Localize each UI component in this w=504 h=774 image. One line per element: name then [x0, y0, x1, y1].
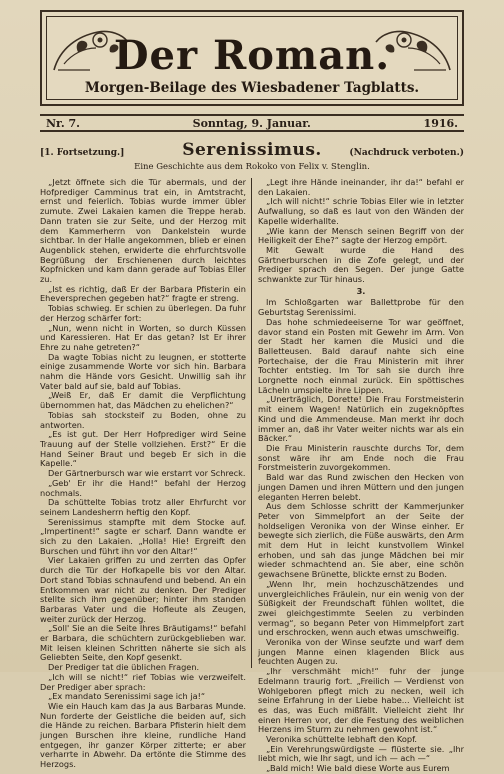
paragraph: „Ein Verehrungswürdigste — flüsterte sie. „Ihr liebt mich, wie Ihr sagt, und ich — ach —“: [258, 743, 464, 764]
paragraph: „Bald mich! Wie bald diese Worte aus Eurem: [266, 763, 450, 774]
reprint-note: (Nachdruck verboten.): [349, 148, 464, 158]
issue-date: Sonntag, 9. Januar.: [192, 116, 311, 130]
paragraph: „Ihr verschmäht mich!“ fuhr der junge Edelmann traurig fort. „Freilich — Verdienst von Wohlgeboren pflegt mich zu necken, weil ich seine Erfahrung in der Liebe habe... Vielleicht ist es das, was Euch mißfällt. Vielleicht zieht Ihr einen Herren vor, der die Festung des weiblichen Herzens im Sturm zu nehmen gewohnt ist.“: [258, 666, 464, 735]
newspaper-subtitle: Morgen-Beilage des Wiesbadener Tagblatts.: [84, 80, 420, 96]
paragraph: Da wagte Tobias nicht zu leugnen, er stotterte einige zusammende Worte vor sich hin. Barbara nahm die Hände vors Gesicht. Unwillig sah ihr Vater bald auf sie, bald auf Tobias.: [40, 351, 246, 391]
newspaper-title: Der Roman.: [113, 32, 391, 79]
continuation-note: [1. Fortsetzung.]: [40, 148, 125, 158]
paragraph: Vier Lakaien griffen zu und zerrten das Opfer durch die Tür der Hofkapelle bis vor den Altar. Dort stand Tobias schnaufend und bebend. An ein Entkommen war nicht zu denken. Der Prediger stellte sich ihm gegenüber; hinter ihm standen Barbaras Vater und die Hofleute als Zeugen, weiter zurück der Herzog.: [40, 555, 246, 624]
masthead: [40, 10, 464, 106]
paragraph: Tobias schwieg. Er schien zu überlegen. Da fuhr der Herzog schärfer fort:: [40, 303, 246, 323]
paragraph: Bald war das Rund zwischen den Hecken von jungen Damen und ihren Müttern und den jungen eleganten Herren belebt.: [258, 472, 464, 502]
paragraph: Der Prediger tat die üblichen Fragen.: [48, 662, 200, 673]
paragraph: „Nun, wenn nicht in Worten, so durch Küssen und Karessieren. Hat Er das getan? Ist Er ihrer Ehre zu nahe getreten?“: [40, 322, 246, 352]
paragraph: „Ex mandato Serenissimi sage ich ja!“: [48, 691, 206, 702]
column-divider: [251, 178, 252, 668]
paragraph: Aus dem Schlosse schritt der Kammerjunker Peter von Simmelpfort an der Seite der holdseligen Veronika von der Winse einher. Er bewegte sich zierlich, die Füße auswärts, den Arm mit dem Hut in leicht kunstvollem Winkel erhoben, und sah das junge Mädchen bei mir wieder schmachtend an. Sie aber, eine schön gewachsene Brünette, blickte ernst zu Boden.: [258, 501, 464, 580]
paragraph: Da schüttelte Tobias trotz aller Ehrfurcht vor seinem Landesherrn heftig den Kopf.: [40, 497, 246, 517]
paragraph: „Wenn Ihr, mein hochzuschätzendes und unvergleichliches Fräulein, nur ein wenig von der Süßigkeit der Freundschaft fühlen wolltet, die zwei gleichgestimmte Seelen zu verbinden vermag“, so begann Peter von Himmelpfort zart und erschrocken, wenn auch etwas umschweifig.: [258, 578, 464, 638]
paragraph: „Ich will se nicht!“ rief Tobias wie verzweifelt. Der Prediger aber sprach:: [40, 671, 246, 692]
paragraph: Tobias sah stocksteif zu Boden, ohne zu antworten.: [40, 409, 246, 430]
paragraph: „Ich will nicht!“ schrie Tobias Eller wie in letzter Aufwallung, so daß es laut von den Wänden der Kapelle widerhallte.: [258, 196, 464, 226]
paragraph: Im Schloßgarten war Ballettprobe für den Geburtstag Serenissimi.: [258, 297, 464, 318]
issue-number: Nr. 7.: [46, 116, 80, 130]
text-column-right: [258, 177, 464, 774]
paragraph: „Unerträglich, Dorette! Die Frau Forstmeisterin mit einem Wagen! Natürlich ein zugeknöpftes Kind und die Ammendeuse. Man merkt ihr doch immer an, daß ihr Vater weiter nichts war als ein Bäcker.“: [258, 394, 464, 444]
paragraph: Serenissimus stampfte mit dem Stocke auf. „Impertinent!“ sagte er scharf. Dann wandte er sich zu den Lakaien. „Holla! Hie! Ergreift den Burschen und führt ihn vor den Altar!“: [40, 516, 246, 556]
paragraph: „Ist es richtig, daß Er der Barbara Pfisterin ein Eheversprechen gegeben hat?“ fragte er streng.: [40, 283, 246, 304]
paragraph: „Geb' Er ihr die Hand!“ befahl der Herzog nochmals.: [40, 477, 246, 498]
paragraph: Der Gärtnerbursch war wie erstarrt vor Schreck.: [48, 468, 246, 479]
paragraph: „Weiß Er, daß Er damit die Verpflichtung übernommen hat, das Mädchen zu ehelichen?“: [40, 390, 246, 411]
paragraph: Wie ein Hauch kam das Ja aus Barbaras Munde. Nun forderte der Geistliche die beiden auf, sich die Hände zu reichen. Barbara Pfisterin hielt dem jungen Burschen ihre kleine, rundliche Hand entgegen, ihr ganzer Körper zitterte; er aber verharrte in Abwehr. Da ertönte die Stimme des Herzogs.: [40, 700, 246, 770]
paragraph: Veronika schüttelte lebhaft den Kopf.: [266, 734, 417, 745]
paragraph: „Soll' Sie an die Seite Ihres Bräutigams!“ befahl er Barbara, die schüchtern zurückgeblieben war. Mit leisen kleinen Schritten näherte sie sich als Geliebten Seite, den Kopf gesenkt.: [40, 623, 246, 663]
paragraph: Das hohe schmiedeeiserne Tor war geöffnet, davor stand ein Posten mit Gewehr im Arm. Von der Stadt her kamen die Musici und die Balletteusen. Bald darauf nahte sich eine Portechaise, der die Frau Ministerin mit ihrer Tochter entstieg. Im Tor sah sie durch ihre Lorgnette noch einmal zurück. Ein spöttisches Lächeln umspielte ihre Lippen.: [258, 316, 464, 395]
paragraph: „Es ist gut. Der Herr Hofprediger wird Seine Trauung auf der Stelle vollziehen. Erst?“ Er die Hand Seiner Braut und begeb Er sich in die Kapelle.“: [40, 429, 246, 469]
paragraph: Mit Gewalt wurde die Hand des Gärtnerburschen in die Zofe gelegt, und der Prediger sprach den Segen. Der junge Gatte schwankte zur Tür hinaus.: [258, 244, 464, 285]
text-column-left: [40, 177, 246, 770]
story-subtitle: Eine Geschichte aus dem Rokoko von Felix v. Stenglin.: [134, 162, 370, 172]
story-header: [40, 140, 464, 174]
paragraph: Veronika von der Winse seufzte und warf dem jungen Manne einen klagenden Blick aus feuchten Augen zu.: [258, 637, 464, 667]
paragraph: „Jetzt öffnete sich die Tür abermals, und der Hofprediger Camminus trat ein, in Amtstracht, ernst und feierlich. Tobias wurde immer übler zumute. Zwei Lakaien kamen die Treppe herab. Dann traten sie zur Seite, und der Herzog mit dem Kammerherrn von Dankelstein wurde sichtbar. In der Halle angekommen, blieb er einen Augenblick stehen, erwiderte die ehrfurchtsvolle Begrüßung der Erschienenen durch leichtes Kopfnicken und kam dann gerade auf Tobias Eller zu.: [40, 177, 246, 285]
issue-bar: [40, 114, 464, 132]
paragraph: „Legt ihre Hände ineinander, ihr da!“ befahl er den Lakaien.: [258, 177, 464, 197]
issue-year: 1916.: [423, 116, 458, 130]
paragraph: „Wie kann der Mensch seinen Begriff von der Heiligkeit der Ehe?“ sagte der Herzog empört.: [258, 225, 464, 246]
paragraph: Die Frau Ministerin rauschte durchs Tor, dem sonst wäre ihr am Ende noch die Frau Forstmeisterin zuvorgekommen.: [258, 442, 464, 473]
section-number: 3.: [356, 285, 366, 296]
story-title: Serenissimus.: [182, 140, 322, 160]
